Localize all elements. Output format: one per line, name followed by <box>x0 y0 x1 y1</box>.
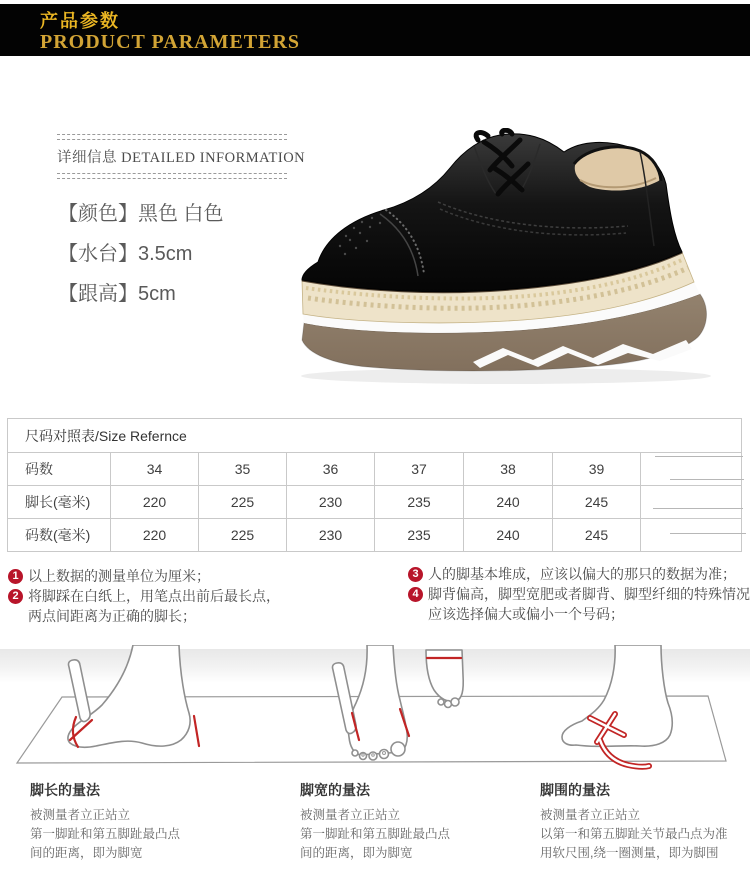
product-parameters-banner <box>0 4 750 56</box>
size-reference-table <box>7 418 742 552</box>
size-cell: 37 <box>375 453 464 486</box>
spec-platform-label: 【水台】 <box>58 243 138 265</box>
guide-title: 脚长的量法 <box>30 782 100 798</box>
guide-title: 脚宽的量法 <box>300 782 370 798</box>
guide-line: 用软尺围,绕一圈测量，即为脚围 <box>540 846 719 860</box>
guide-line: 被测量者立正站立 <box>300 808 401 822</box>
stray-line <box>670 479 744 480</box>
note-number-badge: 2 <box>8 589 23 604</box>
note-number-badge: 4 <box>408 587 423 602</box>
guide-line: 被测量者立正站立 <box>30 808 131 822</box>
note-item-4 <box>408 584 750 624</box>
guide-line: 以第一和第五脚趾关节最凸点为准 <box>540 827 728 841</box>
size-cell: 35 <box>199 453 287 486</box>
note-line: 将脚踩在白纸上，用笔点出前后最长点， <box>28 588 280 604</box>
stray-line <box>655 456 743 457</box>
table-row <box>8 453 742 486</box>
spec-heel <box>58 274 224 314</box>
spec-list <box>58 194 224 314</box>
size-cell: 230 <box>287 486 375 519</box>
spec-heel-value: 5cm <box>138 283 176 305</box>
guide-line: 第一脚趾和第五脚趾最凸点 <box>30 827 181 841</box>
notes-right-column <box>408 564 750 624</box>
size-cell: 230 <box>287 519 375 552</box>
stray-line <box>653 508 743 509</box>
empty-cell <box>641 453 742 486</box>
detailed-info-title: 详细信息 DETAILED INFORMATION <box>57 150 306 166</box>
banner-title-en: PRODUCT PARAMETERS <box>40 31 301 53</box>
size-cell: 225 <box>199 486 287 519</box>
size-cell: 225 <box>199 519 287 552</box>
stray-line <box>670 533 746 534</box>
size-cell: 220 <box>111 486 199 519</box>
note-number-badge: 1 <box>8 569 23 584</box>
guide-foot-length <box>30 780 285 863</box>
table-row <box>8 519 742 552</box>
size-cell: 245 <box>553 519 641 552</box>
guide-title: 脚围的量法 <box>540 782 610 798</box>
size-cell: 38 <box>464 453 553 486</box>
note-line: 两点间距离为正确的脚长； <box>28 608 196 624</box>
size-cell: 240 <box>464 486 553 519</box>
shoe-product-photo <box>288 128 750 400</box>
note-line: 人的脚基本堆成，应该以偏大的那只的数据为准； <box>428 566 736 582</box>
size-table-title: 尺码对照表/Size Refernce <box>8 419 742 453</box>
banner-title-cn: 产品参数 <box>40 11 120 31</box>
spec-platform-value: 3.5cm <box>138 243 193 265</box>
table-row <box>8 419 742 453</box>
detailed-info-header <box>57 134 306 179</box>
empty-cell <box>641 519 742 552</box>
guide-line: 间的距离，即为脚宽 <box>300 846 413 860</box>
size-cell: 34 <box>111 453 199 486</box>
dashed-divider-bottom <box>57 173 287 179</box>
spec-color-value: 黑色 白色 <box>138 203 224 225</box>
size-cell: 36 <box>287 453 375 486</box>
row-label: 脚长(毫米) <box>8 486 111 519</box>
spec-platform <box>58 234 224 274</box>
size-cell: 235 <box>375 486 464 519</box>
spec-color-label: 【颜色】 <box>58 203 138 225</box>
guide-line: 间的距离，即为脚宽 <box>30 846 143 860</box>
size-cell: 245 <box>553 486 641 519</box>
empty-cell <box>641 486 742 519</box>
foot-length-diagram <box>68 645 190 747</box>
guide-foot-girth <box>540 780 748 863</box>
foot-measurement-diagram <box>0 645 750 790</box>
size-cell: 220 <box>111 519 199 552</box>
note-item-2 <box>8 586 406 626</box>
size-cell: 240 <box>464 519 553 552</box>
note-line: 以上数据的测量单位为厘米； <box>28 568 210 584</box>
note-number-badge: 3 <box>408 567 423 582</box>
size-cell: 235 <box>375 519 464 552</box>
note-line: 应该选择偏大或偏小一个号码； <box>428 606 624 622</box>
table-row <box>8 486 742 519</box>
notes-left-column <box>8 566 406 626</box>
note-item-1 <box>8 566 406 586</box>
note-item-3 <box>408 564 750 584</box>
spec-heel-label: 【跟高】 <box>58 283 138 305</box>
guide-line: 被测量者立正站立 <box>540 808 641 822</box>
note-line: 脚背偏高，脚型宽肥或者脚背、脚型纤细的特殊情况 <box>428 586 750 602</box>
guide-foot-width <box>300 780 535 863</box>
size-cell: 39 <box>553 453 641 486</box>
guide-line: 第一脚趾和第五脚趾最凸点 <box>300 827 451 841</box>
row-label: 码数 <box>8 453 111 486</box>
spec-color <box>58 194 224 234</box>
row-label: 码数(毫米) <box>8 519 111 552</box>
